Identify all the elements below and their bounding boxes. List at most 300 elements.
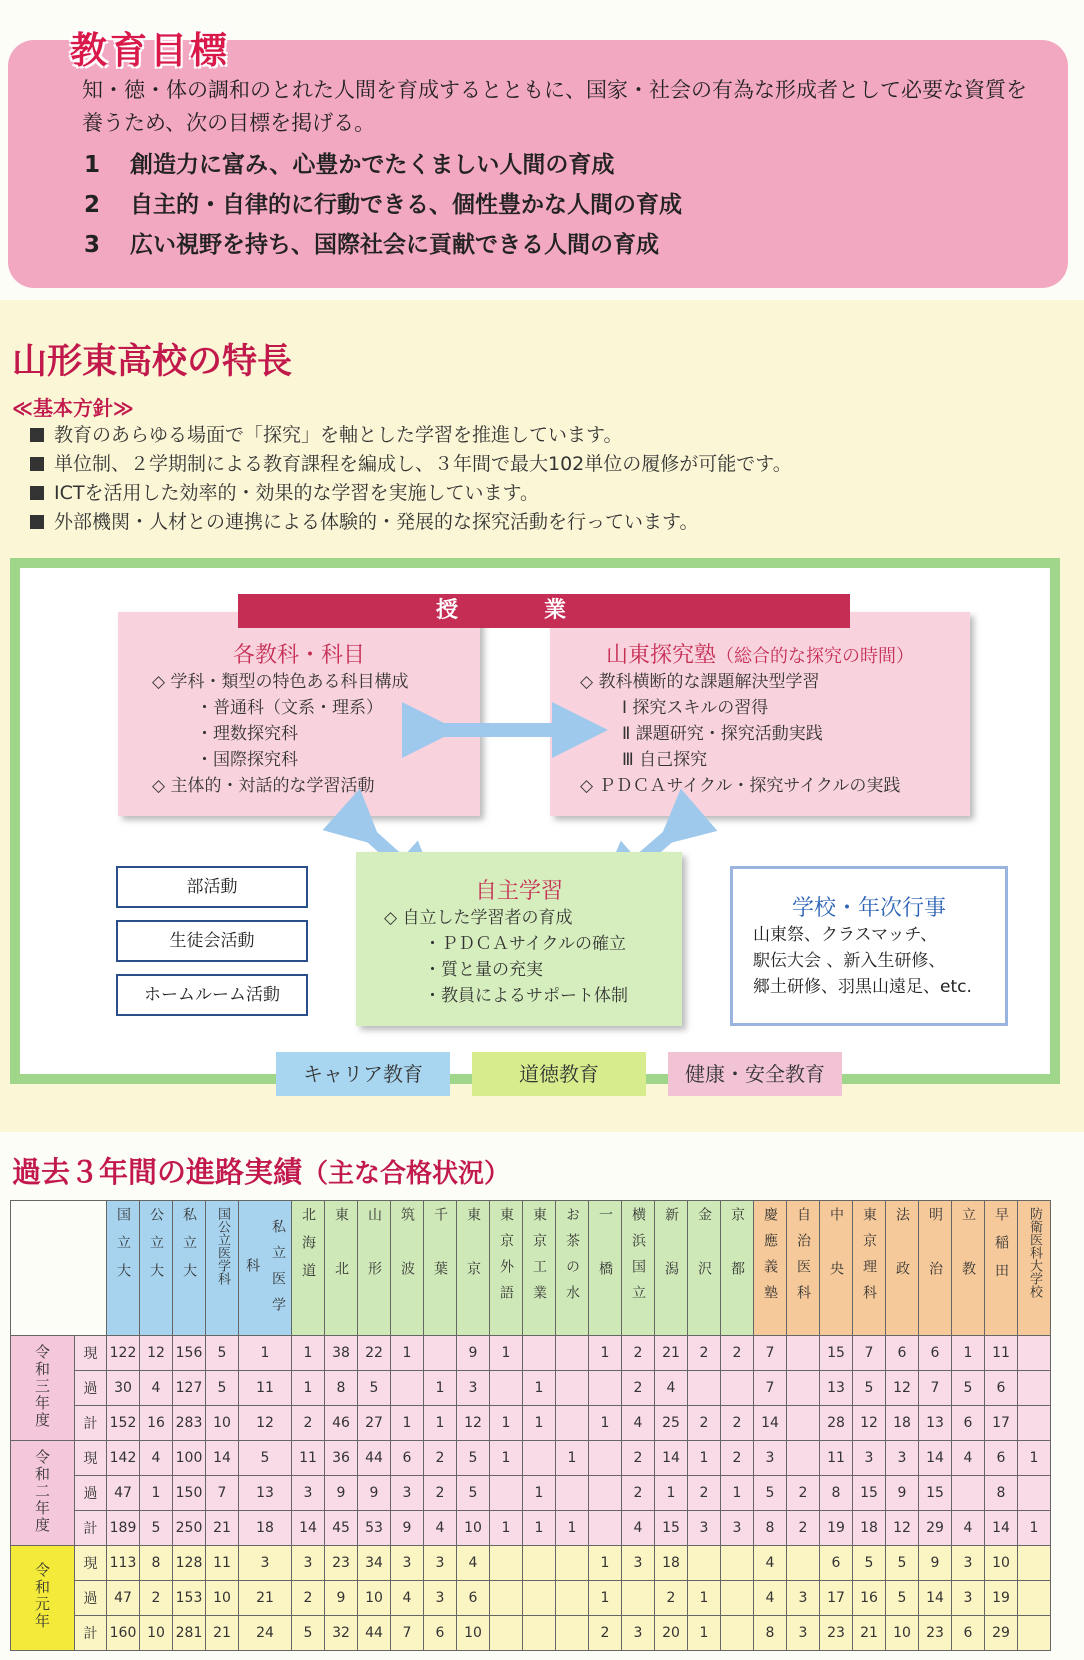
table-cell: 3 xyxy=(622,1616,655,1651)
policy-item: ICTを活用した効率的・効果的な学習を実施しています。 xyxy=(30,478,539,505)
table-cell: 23 xyxy=(820,1616,853,1651)
inquiry-title: 山東探究塾（総合的な探究の時間） xyxy=(605,643,914,668)
table-cell xyxy=(523,1336,556,1371)
column-header: 明治 xyxy=(919,1201,952,1336)
table-cell: 3 xyxy=(622,1546,655,1581)
table-cell: 44 xyxy=(358,1616,391,1651)
row-kind: 過 xyxy=(75,1581,107,1616)
table-cell: 14 xyxy=(655,1441,688,1476)
self-study-box xyxy=(356,852,682,1026)
table-cell: 4 xyxy=(424,1511,457,1546)
policy-item: 単位制、２学期制による教育課程を編成し、３年間で最大102単位の履修が可能です。 xyxy=(30,449,792,476)
results-table xyxy=(10,1200,1051,1651)
table-cell xyxy=(787,1406,820,1441)
goals-title: 教育目標 xyxy=(70,29,230,72)
student-council-box: 生徒会活動 xyxy=(116,920,308,962)
table-cell: 38 xyxy=(325,1336,358,1371)
table-cell: 1 xyxy=(688,1616,721,1651)
classes-bar: 授業 xyxy=(238,594,850,628)
table-cell: 113 xyxy=(107,1546,140,1581)
table-cell: 1 xyxy=(391,1406,424,1441)
table-cell: 5 xyxy=(886,1546,919,1581)
table-cell xyxy=(1018,1546,1051,1581)
table-row xyxy=(11,1336,1051,1371)
table-cell: 5 xyxy=(206,1371,239,1406)
table-cell xyxy=(721,1581,754,1616)
inquiry-line: ◇ 教科横断的な課題解決型学習 xyxy=(580,672,820,692)
policy-heading: ≪基本方針≫ xyxy=(12,396,134,420)
table-cell: 7 xyxy=(919,1371,952,1406)
column-header: 一橋 xyxy=(589,1201,622,1336)
table-cell: 29 xyxy=(985,1616,1018,1651)
table-cell: 12 xyxy=(886,1371,919,1406)
column-header: 東京外語 xyxy=(490,1201,523,1336)
table-cell: 6 xyxy=(424,1616,457,1651)
table-row xyxy=(11,1511,1051,1546)
table-cell xyxy=(490,1371,523,1406)
table-cell: 5 xyxy=(457,1441,490,1476)
health-safety-tag: 健康・安全教育 xyxy=(668,1052,842,1096)
table-cell: 12 xyxy=(239,1406,292,1441)
table-cell xyxy=(424,1336,457,1371)
table-cell: 1 xyxy=(490,1406,523,1441)
table-cell: 1 xyxy=(589,1581,622,1616)
table-cell xyxy=(490,1546,523,1581)
table-cell: 3 xyxy=(787,1581,820,1616)
table-cell: 2 xyxy=(655,1581,688,1616)
table-cell: 23 xyxy=(919,1616,952,1651)
table-cell: 281 xyxy=(173,1616,206,1651)
club-activities-box: 部活動 xyxy=(116,866,308,908)
table-cell xyxy=(391,1371,424,1406)
table-cell xyxy=(589,1511,622,1546)
table-cell: 1 xyxy=(1018,1441,1051,1476)
table-cell xyxy=(688,1546,721,1581)
table-cell: 11 xyxy=(292,1441,325,1476)
table-cell: 21 xyxy=(239,1581,292,1616)
table-cell: 1 xyxy=(688,1581,721,1616)
table-cell: 5 xyxy=(457,1476,490,1511)
table-cell xyxy=(589,1476,622,1511)
events-line: 駅伝大会 、新入生研修、 xyxy=(753,951,946,971)
table-cell: 47 xyxy=(107,1581,140,1616)
column-header: 山形 xyxy=(358,1201,391,1336)
table-cell: 2 xyxy=(721,1406,754,1441)
table-cell: 11 xyxy=(206,1546,239,1581)
table-cell: 29 xyxy=(919,1511,952,1546)
table-cell: 11 xyxy=(239,1371,292,1406)
table-cell: 4 xyxy=(457,1546,490,1581)
table-row xyxy=(11,1581,1051,1616)
goals-intro: 知・徳・体の調和のとれた人間を育成するとともに、国家・社会の有為な形成者として必要な資質を養うため、次の目標を掲げる。 xyxy=(82,78,1027,135)
self-study-line: ・質と量の充実 xyxy=(424,960,543,980)
goal-text: 創造力に富み、心豊かでたくましい人間の育成 xyxy=(130,152,615,178)
table-cell: 2 xyxy=(140,1581,173,1616)
table-cell xyxy=(787,1336,820,1371)
table-cell: 15 xyxy=(853,1476,886,1511)
table-cell: 1 xyxy=(490,1336,523,1371)
table-row xyxy=(11,1371,1051,1406)
table-cell: 6 xyxy=(457,1581,490,1616)
column-header: 千葉 xyxy=(424,1201,457,1336)
column-header: 公立大 xyxy=(140,1201,173,1336)
homeroom-box: ホームルーム活動 xyxy=(116,974,308,1016)
table-row xyxy=(11,1441,1051,1476)
table-cell: 2 xyxy=(424,1441,457,1476)
year-label: 令和元年 xyxy=(11,1546,75,1651)
table-cell: 156 xyxy=(173,1336,206,1371)
table-cell: 4 xyxy=(754,1581,787,1616)
table-cell: 17 xyxy=(820,1581,853,1616)
table-cell: 21 xyxy=(853,1616,886,1651)
table-cell: 3 xyxy=(853,1441,886,1476)
table-cell: 1 xyxy=(523,1511,556,1546)
events-line: 郷土研修、羽黒山遠足、etc. xyxy=(753,977,972,997)
table-cell: 18 xyxy=(239,1511,292,1546)
table-cell: 14 xyxy=(919,1581,952,1616)
goal-text: 広い視野を持ち、国際社会に貢献できる人間の育成 xyxy=(130,232,659,258)
table-cell: 7 xyxy=(754,1371,787,1406)
table-cell: 18 xyxy=(853,1511,886,1546)
table-cell: 1 xyxy=(1018,1511,1051,1546)
table-cell: 8 xyxy=(140,1546,173,1581)
self-study-line: ・ＰＤＣＡサイクルの確立 xyxy=(424,934,626,954)
table-cell: 14 xyxy=(754,1406,787,1441)
table-cell xyxy=(523,1581,556,1616)
table-cell xyxy=(556,1371,589,1406)
table-cell: 2 xyxy=(787,1511,820,1546)
table-cell: 19 xyxy=(985,1581,1018,1616)
table-row xyxy=(11,1546,1051,1581)
table-cell xyxy=(1018,1581,1051,1616)
table-cell: 4 xyxy=(140,1441,173,1476)
table-row xyxy=(11,1616,1051,1651)
table-cell: 8 xyxy=(325,1371,358,1406)
column-header: 東京工業 xyxy=(523,1201,556,1336)
table-cell: 1 xyxy=(239,1336,292,1371)
table-cell: 13 xyxy=(820,1371,853,1406)
subjects-line: ・普通科（文系・理系） xyxy=(196,698,383,718)
table-cell: 6 xyxy=(985,1371,1018,1406)
table-cell: 4 xyxy=(754,1546,787,1581)
table-cell: 283 xyxy=(173,1406,206,1441)
table-cell: 16 xyxy=(140,1406,173,1441)
table-cell: 1 xyxy=(292,1336,325,1371)
table-cell: 1 xyxy=(556,1511,589,1546)
table-cell xyxy=(622,1581,655,1616)
table-cell: 24 xyxy=(239,1616,292,1651)
column-header: 私立大 xyxy=(173,1201,206,1336)
policy-item: 教育のあらゆる場面で「探究」を軸とした学習を推進しています。 xyxy=(30,420,622,447)
column-header: 自治医科 xyxy=(787,1201,820,1336)
table-cell xyxy=(556,1546,589,1581)
career-education-tag: キャリア教育 xyxy=(276,1052,450,1096)
table-cell xyxy=(523,1441,556,1476)
table-cell xyxy=(523,1616,556,1651)
table-cell: 3 xyxy=(391,1546,424,1581)
table-cell: 3 xyxy=(754,1441,787,1476)
row-kind: 計 xyxy=(75,1511,107,1546)
table-cell xyxy=(787,1546,820,1581)
table-cell: 18 xyxy=(655,1546,688,1581)
table-row xyxy=(11,1406,1051,1441)
table-cell: 5 xyxy=(292,1616,325,1651)
table-cell: 153 xyxy=(173,1581,206,1616)
column-header: 東北 xyxy=(325,1201,358,1336)
table-cell: 8 xyxy=(820,1476,853,1511)
table-cell: 13 xyxy=(919,1406,952,1441)
table-cell: 16 xyxy=(853,1581,886,1616)
table-cell: 2 xyxy=(688,1476,721,1511)
column-header: 防衛医科大学校 xyxy=(1018,1201,1051,1336)
table-cell: 5 xyxy=(754,1476,787,1511)
table-cell xyxy=(1018,1406,1051,1441)
self-study-line: ◇ 自立した学習者の育成 xyxy=(384,908,573,928)
table-cell: 2 xyxy=(292,1406,325,1441)
table-cell: 12 xyxy=(886,1511,919,1546)
table-cell: 12 xyxy=(140,1336,173,1371)
moral-education-tag: 道徳教育 xyxy=(472,1052,646,1096)
column-header: 金沢 xyxy=(688,1201,721,1336)
column-header: 東京 xyxy=(457,1201,490,1336)
table-corner xyxy=(11,1201,107,1336)
subjects-line: ・国際探究科 xyxy=(196,750,298,770)
table-cell: 3 xyxy=(424,1581,457,1616)
row-kind: 現 xyxy=(75,1336,107,1371)
events-box xyxy=(730,866,1008,1026)
row-kind: 過 xyxy=(75,1371,107,1406)
table-cell: 9 xyxy=(358,1476,391,1511)
table-cell: 8 xyxy=(985,1476,1018,1511)
table-cell: 6 xyxy=(952,1616,985,1651)
column-header: 立教 xyxy=(952,1201,985,1336)
table-cell: 12 xyxy=(457,1406,490,1441)
table-cell: 3 xyxy=(688,1511,721,1546)
table-cell: 11 xyxy=(820,1441,853,1476)
table-cell: 6 xyxy=(952,1406,985,1441)
column-header: 横浜国立 xyxy=(622,1201,655,1336)
table-cell: 45 xyxy=(325,1511,358,1546)
row-kind: 過 xyxy=(75,1476,107,1511)
table-cell xyxy=(952,1476,985,1511)
table-cell: 10 xyxy=(206,1581,239,1616)
table-cell: 8 xyxy=(754,1511,787,1546)
table-cell: 2 xyxy=(424,1476,457,1511)
subjects-title: 各教科・科目 xyxy=(232,643,365,668)
table-cell: 6 xyxy=(391,1441,424,1476)
table-cell xyxy=(1018,1371,1051,1406)
column-header: 京都 xyxy=(721,1201,754,1336)
column-header: 慶應義塾 xyxy=(754,1201,787,1336)
table-cell: 53 xyxy=(358,1511,391,1546)
table-cell: 5 xyxy=(206,1336,239,1371)
table-cell: 6 xyxy=(820,1546,853,1581)
table-cell: 3 xyxy=(886,1441,919,1476)
table-cell: 4 xyxy=(140,1371,173,1406)
goal-number: 2 xyxy=(84,192,101,218)
table-cell: 10 xyxy=(886,1616,919,1651)
table-cell: 19 xyxy=(820,1511,853,1546)
table-cell: 28 xyxy=(820,1406,853,1441)
table-cell: 2 xyxy=(622,1336,655,1371)
table-cell: 2 xyxy=(589,1616,622,1651)
table-cell: 1 xyxy=(952,1336,985,1371)
column-header: 私立医学科 xyxy=(239,1201,292,1336)
table-cell: 21 xyxy=(655,1336,688,1371)
table-cell: 5 xyxy=(853,1546,886,1581)
table-cell: 22 xyxy=(358,1336,391,1371)
table-cell: 15 xyxy=(655,1511,688,1546)
table-cell xyxy=(787,1371,820,1406)
table-cell xyxy=(490,1581,523,1616)
table-cell: 3 xyxy=(391,1476,424,1511)
table-cell xyxy=(490,1476,523,1511)
table-cell xyxy=(721,1616,754,1651)
inquiry-line: ◇ ＰＤＣＡサイクル・探究サイクルの実践 xyxy=(580,776,901,796)
table-cell xyxy=(589,1371,622,1406)
table-cell: 7 xyxy=(853,1336,886,1371)
results-title: 過去３年間の進路実績（主な合格状況） xyxy=(12,1155,511,1189)
table-cell xyxy=(1018,1476,1051,1511)
table-cell: 30 xyxy=(107,1371,140,1406)
table-cell: 2 xyxy=(622,1476,655,1511)
table-cell: 36 xyxy=(325,1441,358,1476)
table-cell: 1 xyxy=(589,1546,622,1581)
table-cell: 1 xyxy=(424,1371,457,1406)
table-cell: 47 xyxy=(107,1476,140,1511)
table-cell: 250 xyxy=(173,1511,206,1546)
table-cell: 5 xyxy=(886,1581,919,1616)
column-header: 新潟 xyxy=(655,1201,688,1336)
table-cell: 100 xyxy=(173,1441,206,1476)
table-cell: 46 xyxy=(325,1406,358,1441)
year-label: 令和三年度 xyxy=(11,1336,75,1441)
table-cell: 2 xyxy=(622,1371,655,1406)
table-cell: 1 xyxy=(655,1476,688,1511)
table-cell: 1 xyxy=(589,1406,622,1441)
column-header: 北海道 xyxy=(292,1201,325,1336)
table-cell: 9 xyxy=(919,1546,952,1581)
row-kind: 計 xyxy=(75,1616,107,1651)
table-cell: 189 xyxy=(107,1511,140,1546)
table-cell: 1 xyxy=(523,1371,556,1406)
table-cell: 2 xyxy=(292,1581,325,1616)
subjects-line: ◇ 主体的・対話的な学習活動 xyxy=(152,776,375,796)
table-cell xyxy=(556,1336,589,1371)
goal-number: 1 xyxy=(84,152,101,178)
table-cell: 11 xyxy=(985,1336,1018,1371)
self-study-title: 自主学習 xyxy=(474,879,563,904)
table-cell: 14 xyxy=(985,1511,1018,1546)
table-cell: 122 xyxy=(107,1336,140,1371)
table-cell: 7 xyxy=(206,1476,239,1511)
table-cell: 2 xyxy=(721,1336,754,1371)
subjects-line: ◇ 学科・類型の特色ある科目構成 xyxy=(152,672,409,692)
table-cell: 1 xyxy=(589,1336,622,1371)
table-cell xyxy=(556,1406,589,1441)
table-cell: 3 xyxy=(721,1511,754,1546)
table-cell xyxy=(1018,1616,1051,1651)
table-cell: 5 xyxy=(140,1511,173,1546)
table-cell: 127 xyxy=(173,1371,206,1406)
events-title: 学校・年次行事 xyxy=(791,896,946,921)
table-cell: 15 xyxy=(919,1476,952,1511)
table-cell: 18 xyxy=(886,1406,919,1441)
table-cell: 3 xyxy=(952,1581,985,1616)
table-cell: 3 xyxy=(424,1546,457,1581)
table-cell xyxy=(721,1371,754,1406)
table-cell: 1 xyxy=(490,1511,523,1546)
table-cell: 9 xyxy=(391,1511,424,1546)
table-cell: 10 xyxy=(457,1511,490,1546)
subjects-line: ・理数探究科 xyxy=(196,724,298,744)
table-cell xyxy=(787,1441,820,1476)
table-cell: 1 xyxy=(721,1476,754,1511)
table-cell: 14 xyxy=(292,1511,325,1546)
table-cell: 2 xyxy=(688,1336,721,1371)
table-cell xyxy=(556,1581,589,1616)
table-cell: 27 xyxy=(358,1406,391,1441)
table-cell xyxy=(523,1546,556,1581)
column-header: 東京理科 xyxy=(853,1201,886,1336)
table-cell: 20 xyxy=(655,1616,688,1651)
table-cell: 13 xyxy=(239,1476,292,1511)
table-cell: 1 xyxy=(391,1336,424,1371)
column-header: 国公立医学科 xyxy=(206,1201,239,1336)
goal-text: 自主的・自律的に行動できる、個性豊かな人間の育成 xyxy=(130,192,682,218)
table-cell: 9 xyxy=(457,1336,490,1371)
column-header: 筑波 xyxy=(391,1201,424,1336)
table-cell: 4 xyxy=(622,1406,655,1441)
row-kind: 現 xyxy=(75,1441,107,1476)
table-cell xyxy=(556,1476,589,1511)
column-header: お茶の水 xyxy=(556,1201,589,1336)
table-cell: 2 xyxy=(688,1406,721,1441)
table-cell: 3 xyxy=(457,1371,490,1406)
table-cell xyxy=(589,1441,622,1476)
column-header: 国立大 xyxy=(107,1201,140,1336)
table-cell: 9 xyxy=(886,1476,919,1511)
table-cell: 128 xyxy=(173,1546,206,1581)
table-cell: 5 xyxy=(239,1441,292,1476)
table-cell: 4 xyxy=(952,1511,985,1546)
table-cell: 5 xyxy=(358,1371,391,1406)
table-cell: 1 xyxy=(292,1371,325,1406)
table-cell: 152 xyxy=(107,1406,140,1441)
features-title: 山形東高校の特長 xyxy=(12,342,293,382)
table-cell: 2 xyxy=(721,1441,754,1476)
column-header: 早稲田 xyxy=(985,1201,1018,1336)
events-line: 山東祭、クラスマッチ、 xyxy=(753,925,938,945)
table-cell: 6 xyxy=(886,1336,919,1371)
table-cell xyxy=(1018,1336,1051,1371)
table-cell: 14 xyxy=(919,1441,952,1476)
column-header: 法政 xyxy=(886,1201,919,1336)
table-cell: 10 xyxy=(358,1581,391,1616)
table-cell: 1 xyxy=(424,1406,457,1441)
table-cell xyxy=(490,1616,523,1651)
table-cell: 3 xyxy=(952,1546,985,1581)
table-cell: 1 xyxy=(556,1441,589,1476)
table-cell: 6 xyxy=(919,1336,952,1371)
goal-number: 3 xyxy=(84,232,101,258)
table-cell: 12 xyxy=(853,1406,886,1441)
row-kind: 計 xyxy=(75,1406,107,1441)
table-cell: 9 xyxy=(325,1581,358,1616)
table-cell: 10 xyxy=(140,1616,173,1651)
table-cell: 21 xyxy=(206,1511,239,1546)
table-cell: 2 xyxy=(787,1476,820,1511)
